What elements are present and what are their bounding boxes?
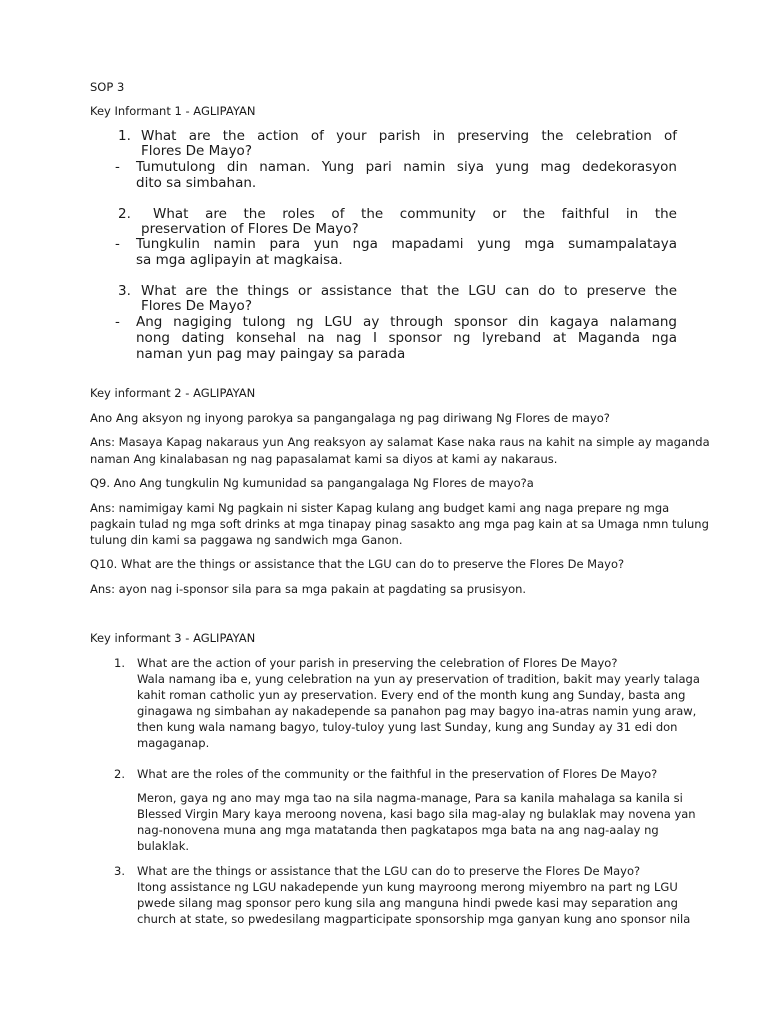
ki2-answer-2-line2: pagkain tulad ng mga soft drinks at mga tinapay pinag sasakto ang mga pag kain at sa Umaga nmn tulung <box>90 517 709 531</box>
ki1-a2-line1: Tungkulin namin para yun nga mapadami yung mga sumampalataya <box>136 236 677 252</box>
ki2-answer-2-line3: tulung din kami sa paggawa ng sandwich mga Ganon. <box>90 533 403 547</box>
ki2-question-1: Ano Ang aksyon ng inyong parokya sa pangangalaga ng pag diriwang Ng Flores de mayo? <box>90 411 610 425</box>
ki3-a2-line2: Blessed Virgin Mary kaya meroong novena, kasi bago sila mag-alay ng bulaklak may novena yan <box>137 807 696 821</box>
ki1-q3-line1: What are the things or assistance that the LGU can do to preserve the <box>141 283 677 299</box>
ki3-a1-line1: Wala namang iba e, yung celebration na yun ay preservation of tradition, bakit may yearly talaga <box>137 672 700 686</box>
ki3-q1-number: 1. <box>114 656 125 670</box>
ki3-a3-line2: pwede silang mag sponsor pero kung sila ang manguna hindi pwede kasi may separation ang <box>137 896 678 910</box>
ki3-q3-text: What are the things or assistance that the LGU can do to preserve the Flores De Mayo? <box>137 864 641 878</box>
ki3-a2-line1: Meron, gaya ng ano may mga tao na sila nagma-manage, Para sa kanila mahalaga sa kanila si <box>137 791 683 805</box>
ki1-q1-number: 1. <box>118 128 131 144</box>
ki1-a1-line1: Tumutulong din naman. Yung pari namin siya yung mag dedekorasyon <box>136 159 677 175</box>
ki1-q2-line1: What are the roles of the community or the faithful in the <box>153 206 677 222</box>
ki1-q3-line2: Flores De Mayo? <box>141 298 252 314</box>
ki1-a3-line3: naman yun pag may paingay sa parada <box>136 346 406 362</box>
ki1-a3-line2: nong dating konsehal na nag I sponsor ng lyreband at Maganda nga <box>136 330 677 346</box>
ki1-a3-line1: Ang nagiging tulong ng LGU ay through sponsor din kagaya nalamang <box>136 314 677 330</box>
ki1-heading: Key Informant 1 - AGLIPAYAN <box>90 104 256 118</box>
ki3-a2-line3: nag-nonovena muna ang mga matatanda then pagkatapos mga bata na ang nag-aalay ng <box>137 823 659 837</box>
ki3-heading: Key informant 3 - AGLIPAYAN <box>90 631 256 645</box>
ki2-question-2: Q9. Ano Ang tungkulin Ng kumunidad sa pangangalaga Ng Flores de mayo?a <box>90 476 534 490</box>
ki3-q2-text: What are the roles of the community or the faithful in the preservation of Flores De Mayo? <box>137 767 658 781</box>
ki3-a2-line4: bulaklak. <box>137 839 190 853</box>
ki3-a3-line3: church at state, so pwedesilang magparticipate sponsorship mga ganyan kung ano sponsor nila <box>137 912 691 926</box>
ki1-q3-number: 3. <box>118 283 131 299</box>
ki1-a2-line2: sa mga aglipayin at magkaisa. <box>136 252 343 268</box>
ki3-a1-line5: magaganap. <box>137 736 210 750</box>
ki1-a1-line2: dito sa simbahan. <box>136 175 257 191</box>
doc-title: SOP 3 <box>90 80 125 94</box>
ki3-a1-line2: kahit roman catholic yun ay preservation. Every end of the month kung ang Sunday, basta ang <box>137 688 686 702</box>
ki1-q2-number: 2. <box>118 206 131 222</box>
ki1-q2-line2: preservation of Flores De Mayo? <box>141 221 359 237</box>
ki2-answer-2-line1: Ans: namimigay kami Ng pagkain ni sister Kapag kulang ang budget kami ang naga prepare ng mga <box>90 501 670 515</box>
ki3-a1-line3: ginagawa ng simbahan ay nakadepende sa panahon pag may bagyo ina-atras namin yung araw, <box>137 704 697 718</box>
ki3-q1-text: What are the action of your parish in preserving the celebration of Flores De Mayo? <box>137 656 618 670</box>
ki2-answer-1-line1: Ans: Masaya Kapag nakaraus yun Ang reaksyon ay salamat Kase naka raus na kahit na simple ay maganda <box>90 435 710 449</box>
ki1-q1-line2: Flores De Mayo? <box>141 143 252 159</box>
ki2-heading: Key informant 2 - AGLIPAYAN <box>90 386 256 400</box>
ki3-q2-number: 2. <box>114 767 125 781</box>
ki3-a3-line1: Itong assistance ng LGU nakadepende yun kung mayroong merong miyembro na part ng LGU <box>137 880 678 894</box>
ki1-a2-dash: - <box>115 236 120 252</box>
ki3-a1-line4: then kung wala namang bagyo, tuloy-tuloy yung last Sunday, kung ang Sunday ay 31 edi don <box>137 720 678 734</box>
ki1-a1-dash: - <box>115 159 120 175</box>
ki2-answer-1-line2: naman Ang kinalabasan ng nag papasalamat kami sa diyos at kami ay nakaraus. <box>90 452 558 466</box>
ki2-answer-3: Ans: ayon nag i-sponsor sila para sa mga pakain at pagdating sa prusisyon. <box>90 582 527 596</box>
ki3-q3-number: 3. <box>114 864 125 878</box>
ki1-q1-line1: What are the action of your parish in preserving the celebration of <box>141 128 677 144</box>
ki1-a3-dash: - <box>115 314 120 330</box>
ki2-question-3: Q10. What are the things or assistance that the LGU can do to preserve the Flores De Mayo? <box>90 557 625 571</box>
